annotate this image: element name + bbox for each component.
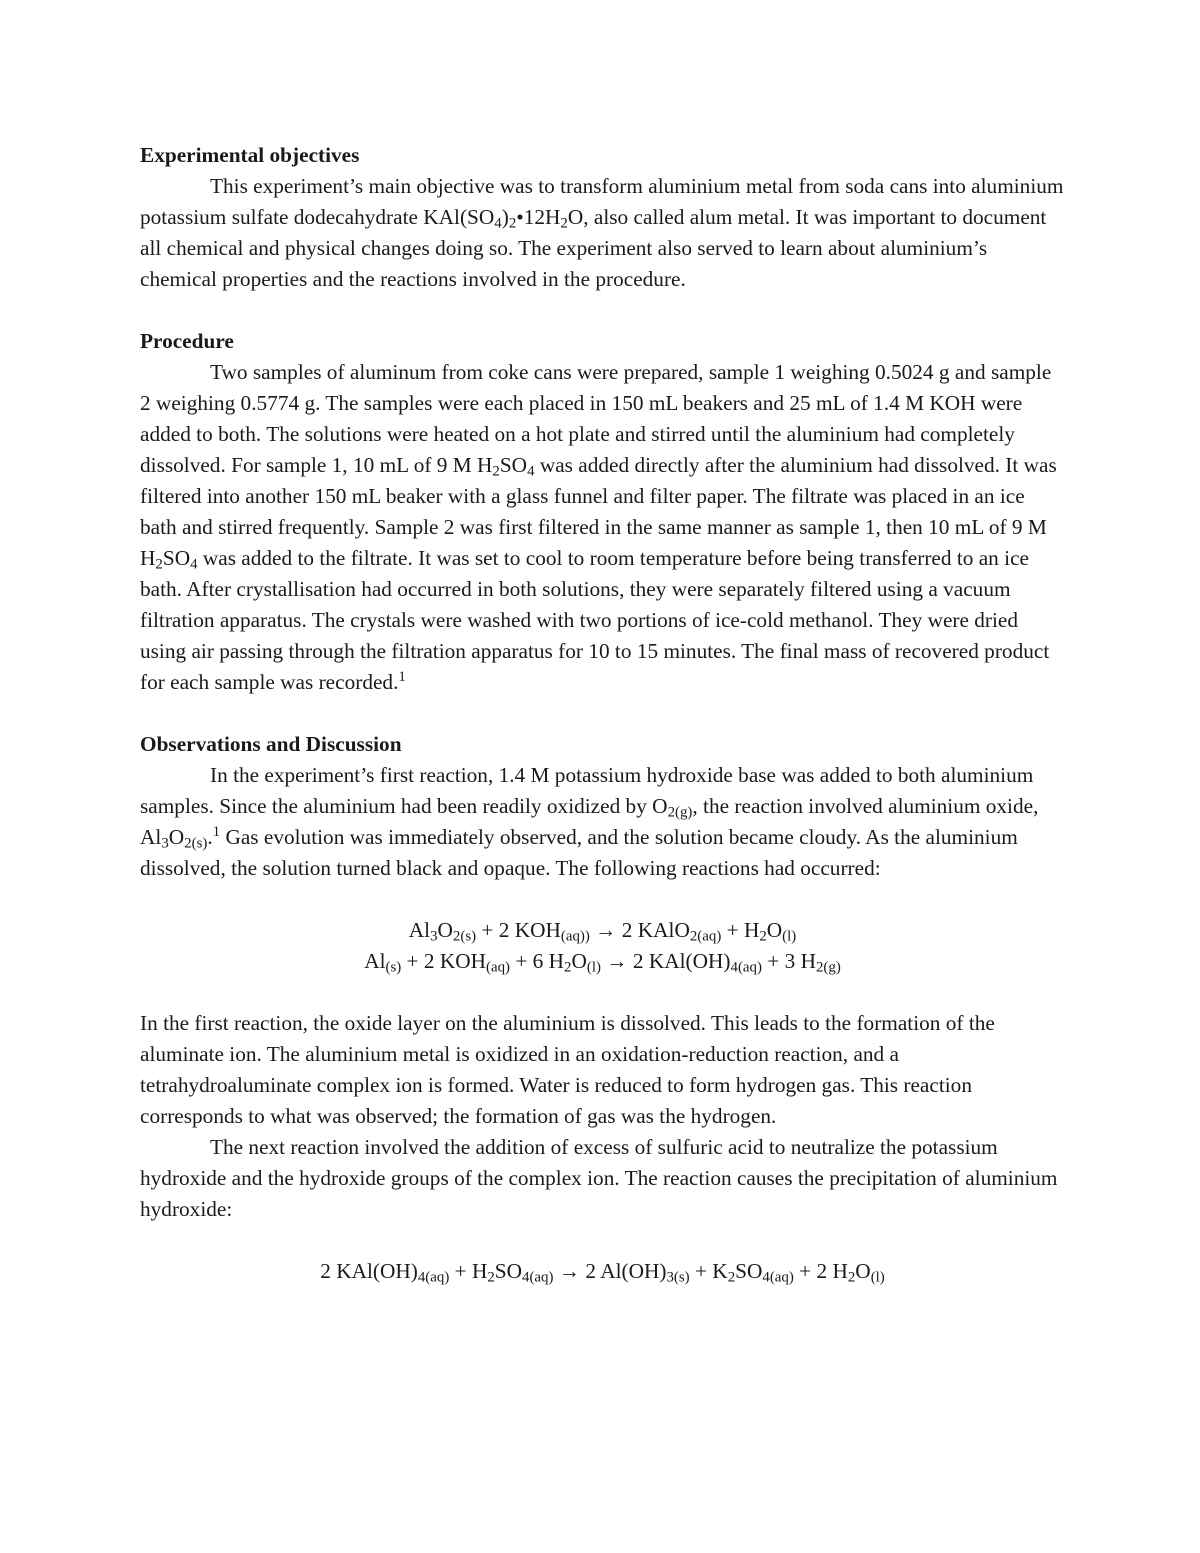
precipitation-equation-block <box>140 1256 1065 1287</box>
citation-superscript: 1 <box>212 823 221 840</box>
citation-superscript: 1 <box>398 668 406 685</box>
objectives-heading: Experimental objectives <box>140 143 360 167</box>
equation-3: 2 $KAl(OH)_{4(aq)} + H_2SO_{4(aq)} \to 2$ $Al(OH)_{3(s)} + K_2SO_{4(aq)} + 2$ $H_2O_{(l)}$ <box>320 1259 885 1286</box>
objectives-paragraph: This experiment’s main objective was to transform aluminium metal from soda cans into aluminium potassium sulfate dodecahydrate $KAl(SO_4)_2•12H_2O$, also called alum metal. It was important to document all chemical and physical changes doing so. The experiment also served to learn about aluminium’s chemical properties and the reactions involved in the procedure. <box>140 174 1064 291</box>
observations-paragraph-3: The next reaction involved the addition of excess of sulfuric acid to neutralize the potassium hydroxide and the hydroxide groups of the complex ion. The reaction causes the precipitation of aluminium hydroxide: <box>140 1135 1058 1221</box>
document-page <box>140 140 1065 1318</box>
equation-2: $Al_{(s)} + 2$ $KOH_{(aq)} + 6$ $H_2O_{(l)} \to 2$ $KAl(OH)_{4(aq)} + 3$ $H_{2(g)}$ <box>364 949 841 976</box>
equation-1: $Al_3O_{2(s)} + 2$ $KOH_{(aq))} \to 2$ KAlO$_{2(aq)}$ + $H_2O_{(l)}$ <box>408 918 797 945</box>
reaction-equations <box>140 915 1065 977</box>
observations-paragraph-2: In the first reaction, the oxide layer on the aluminium is dissolved. This leads to the formation of the aluminate ion. The aluminium metal is oxidized in an oxidation-reduction reaction, and a tetrahydroaluminate complex ion is formed. Water is reduced to form hydrogen gas. This reaction corresponds to what was observed; the formation of gas was the hydrogen. <box>140 1011 995 1128</box>
procedure-paragraph: Two samples of aluminum from coke cans were prepared, sample 1 weighing 0.5024 g and sample 2 weighing 0.5774 g. The samples were each placed in 150 mL beakers and 25 mL of 1.4 M KOH were added to both. The solutions were heated on a hot plate and stirred until the aluminium had completely dissolved. For sample 1, 10 mL of 9 M $H_2SO_4$ was added directly after the aluminium had dissolved. It was filtered into another 150 mL beaker with a glass funnel and filter paper. The filtrate was placed in an ice bath and stirred frequently. Sample 2 was first filtered in the same manner as sample 1, then 10 mL of 9 M $H_2SO_4$ was added to the filtrate. It was set to cool to room temperature before being transferred to an ice bath. After crystallisation had occurred in both solutions, they were separately filtered using a vacuum filtration apparatus. The crystals were washed with two portions of ice-cold methanol. They were dried using air passing through the filtration apparatus for 10 to 15 minutes. The final mass of recovered product for each sample was recorded.$^1$ <box>140 360 1057 694</box>
observations-paragraph-1: In the experiment’s first reaction, 1.4 M potassium hydroxide base was added to both aluminium samples. Since the aluminium had been readily oxidized by $O_{2(g)}$, the reaction involved aluminium oxide, $Al_3O_{2(s)}.^1$ Gas evolution was immediately observed, and the solution became cloudy. As the aluminium dissolved, the solution turned black and opaque. The following reactions had occurred: <box>140 763 1039 880</box>
observations-heading: Observations and Discussion <box>140 732 402 756</box>
procedure-heading: Procedure <box>140 329 234 353</box>
